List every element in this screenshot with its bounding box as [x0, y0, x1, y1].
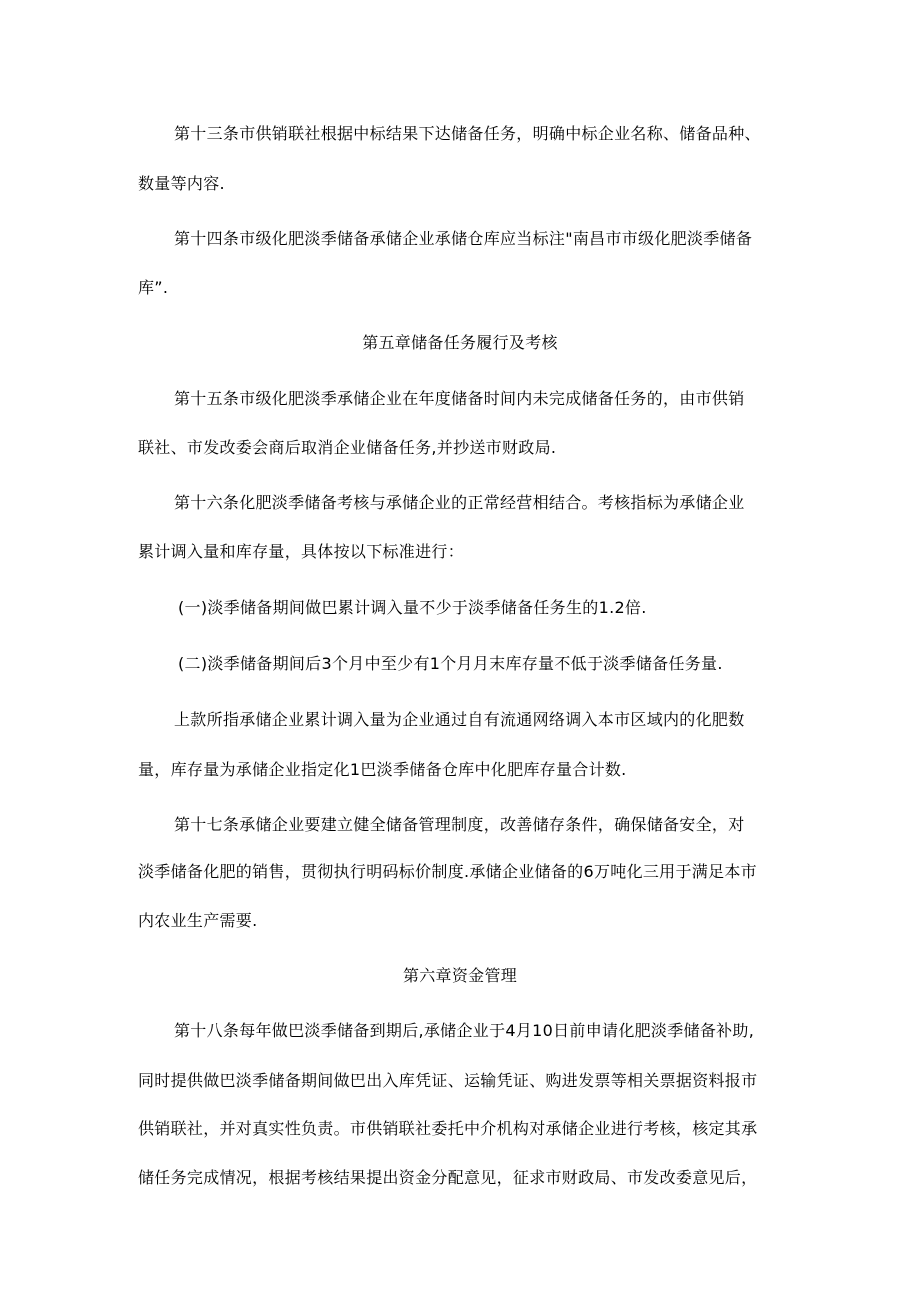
- article-14-line-1: 第十四条市级化肥淡季储备承储企业承储仓库应当标注"南昌市市级化肥淡季储备: [174, 229, 753, 248]
- clause-note-line-2: 量，库存量为承储企业指定化1巴淡季储备仓库中化肥库存量合计数.: [138, 760, 627, 779]
- article-17-line-3: 内农业生产需要.: [138, 911, 258, 930]
- chapter-6-heading: 第六章资金管理: [402, 966, 518, 985]
- article-15-line-1: 第十五条市级化肥淡季承储企业在年度储备时间内未完成储备任务的，由市供销: [174, 389, 745, 408]
- article-17-line-2: 淡季储备化肥的销售，贯彻执行明码标价制度.承储企业储备的6万吨化三用于满足本市: [138, 862, 757, 881]
- article-18-line-1: 第十八条每年做巴淡季储备到期后,承储企业于4月10日前申请化肥淡季储备补助,: [174, 1021, 755, 1040]
- article-16-line-2: 累计调入量和库存量，具体按以下标准进行：: [138, 542, 465, 561]
- article-18-line-4: 储任务完成情况，根据考核结果提出资金分配意见，征求市财政局、市发改委意见后，: [138, 1168, 758, 1187]
- article-13-line-2: 数量等内容.: [138, 174, 225, 193]
- clause-note-line-1: 上款所指承储企业累计调入量为企业通过自有流通网络调入本市区域内的化肥数: [174, 710, 745, 729]
- article-17-line-1: 第十七条承储企业要建立健全储备管理制度，改善储存条件，确保储备安全，对: [174, 815, 745, 834]
- criterion-1: (一)淡季储备期间做巴累计调入量不少于淡季储备任务生的1.2倍.: [178, 598, 647, 617]
- article-15-line-2: 联社、市发改委会商后取消企业储备任务,并抄送市财政局.: [138, 438, 557, 457]
- criterion-2: (二)淡季储备期间后3个月中至少有1个月月末库存量不低于淡季储备任务量.: [178, 654, 723, 673]
- article-14-line-2: 库”.: [138, 278, 169, 297]
- chapter-5-heading: 第五章储备任务履行及考核: [362, 333, 558, 352]
- article-18-line-2: 同时提供做巴淡季储备期间做巴出入库凭证、运输凭证、购进发票等相关票据资料报市: [138, 1071, 758, 1090]
- article-18-line-3: 供销联社，并对真实性负责。市供销联社委托中介机构对承储企业进行考核，核定其承: [138, 1119, 758, 1138]
- article-16-line-1: 第十六条化肥淡季储备考核与承储企业的正常经营相结合。考核指标为承储企业: [174, 493, 745, 512]
- article-13-line-1: 第十三条市供销联社根据中标结果下达储备任务，明确中标企业名称、储备品种、: [174, 124, 761, 143]
